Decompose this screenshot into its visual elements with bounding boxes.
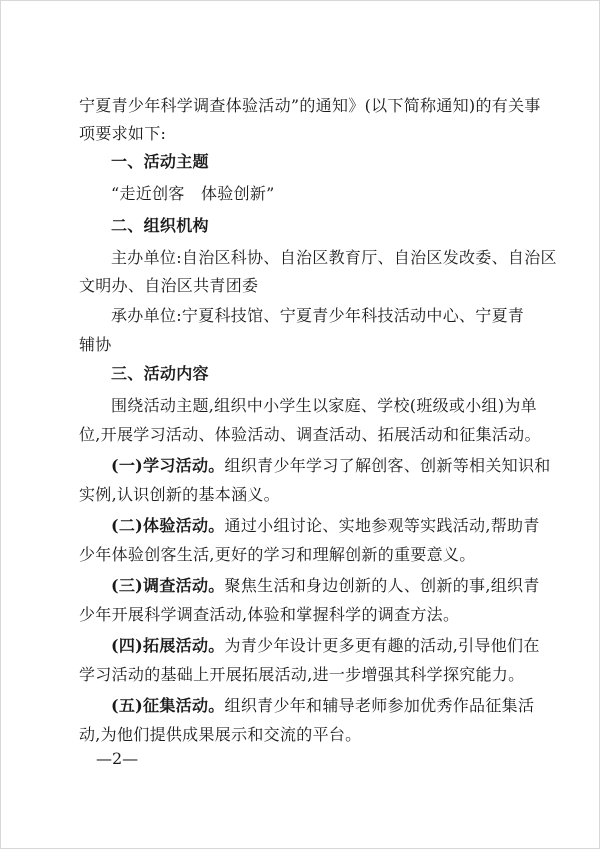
paragraph-line: 少年开展科学调查活动,体验和掌握科学的调查方法。 [79,605,460,624]
paragraph-line: 辅协 [79,335,112,354]
paragraph-line: 少年体验创客生活,更好的学习和理解创新的重要意义。 [79,545,476,564]
subsection-text: 聚焦生活和身边创新的人、创新的事,组织青 [224,576,540,595]
paragraph-line: 文明办、自治区共青团委 [79,276,259,295]
paragraph-line: 实例,认识创新的基本涵义。 [79,485,280,504]
subsection-text: 为青少年设计更多更有趣的活动,引导他们在 [224,636,540,655]
section-heading-content: 三、活动内容 [111,364,209,383]
subsection-collection [111,696,600,716]
paragraph-line: 围绕活动主题,组织中小学生以家庭、学校(班级或小组)为单 [111,396,537,415]
section-heading-theme: 一、活动主题 [111,152,209,171]
subsection-title: (三)调查活动。 [111,576,225,595]
paragraph-line: 动,为他们提供成果展示和交流的平台。 [79,725,362,744]
subsection-title: (五)征集活动。 [111,696,225,715]
subsection-title: (一)学习活动。 [111,456,225,475]
subsection-title: (四)拓展活动。 [111,636,225,655]
paragraph-line: 项要求如下: [79,124,167,143]
subsection-title: (二)体验活动。 [111,516,225,535]
subsection-survey [111,576,600,596]
paragraph-line: 位,开展学习活动、体验活动、调查活动、拓展活动和征集活动。 [79,425,541,444]
paragraph-line: 学习活动的基础上开展拓展活动,进一步增强其科学探究能力。 [79,665,525,684]
subsection-learning [111,456,600,476]
paragraph-line: 宁夏青少年科学调查体验活动”的通知》(以下简称通知)的有关事 [79,96,541,115]
subsection-experience [111,516,600,536]
theme-slogan: “走近创客 体验创新” [111,184,275,203]
section-heading-organization: 二、组织机构 [111,216,209,235]
subsection-text: 通过小组讨论、实地参观等实践活动,帮助青 [224,516,540,535]
paragraph-line: 主办单位:自治区科协、自治区教育厅、自治区发改委、自治区 [111,248,557,267]
page-number: —2— [96,749,139,768]
subsection-extension [111,636,600,656]
subsection-text: 组织青少年学习了解创客、创新等相关知识和 [224,456,551,475]
subsection-text: 组织青少年和辅导老师参加优秀作品征集活 [224,696,535,715]
paragraph-line: 承办单位:宁夏科技馆、宁夏青少年科技活动中心、宁夏青 [111,306,525,325]
